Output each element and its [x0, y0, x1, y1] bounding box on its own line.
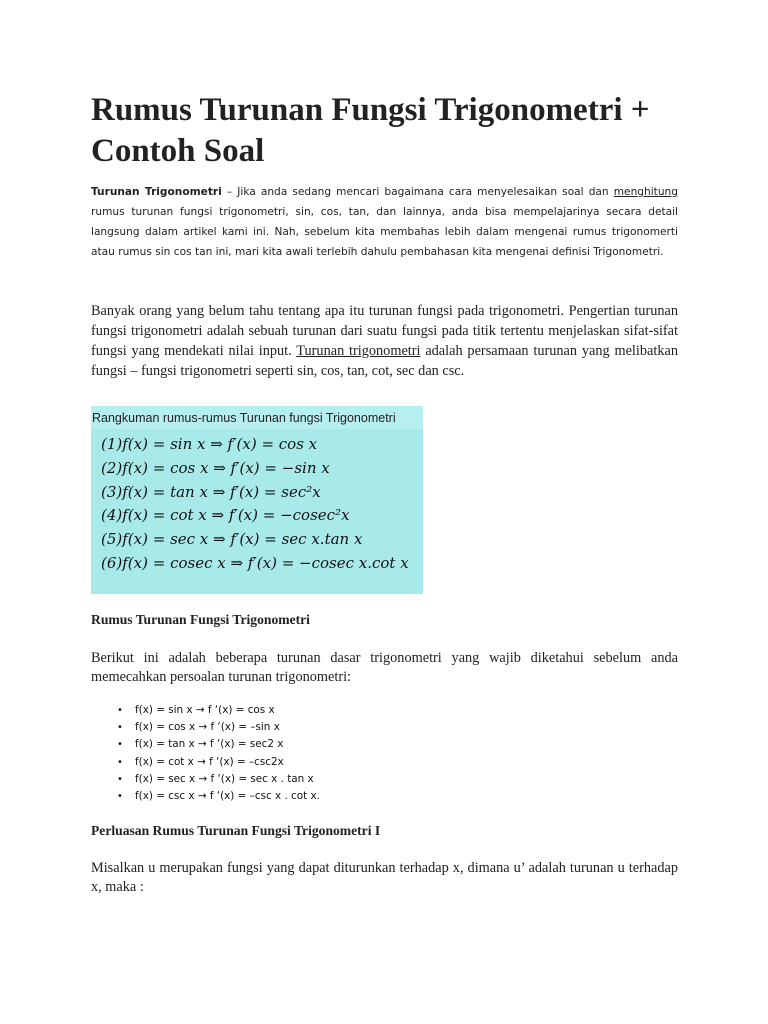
bullet-icon: •: [117, 705, 123, 716]
basic-derivative-list: [91, 702, 591, 805]
list-item: [91, 719, 591, 736]
list-item: [91, 788, 591, 805]
list-item-text: f(x) = csc x → f ‘(x) = –csc x . cot x.: [135, 790, 320, 803]
formula-summary-caption: Rangkuman rumus-rumus Turunan fungsi Trigonometri: [91, 406, 423, 429]
intro-text-1: – Jika anda sedang mencari bagaimana cara menyelesaikan soal dan: [221, 186, 614, 198]
list-item: [91, 736, 591, 753]
definition-paragraph: [91, 301, 678, 381]
formula-row: (3)f(x) = tan x ⇒ f′(x) = sec²x: [101, 482, 321, 501]
formula-row: (1)f(x) = sin x ⇒ f′(x) = cos x: [101, 435, 318, 453]
article-title: Rumus Turunan Fungsi Trigonometri + Contoh Soal: [91, 92, 650, 169]
list-item-text: f(x) = sec x → f ‘(x) = sec x . tan x: [135, 772, 314, 785]
bullet-icon: •: [117, 773, 123, 785]
intro-text-2: rumus turunan fungsi trigonometri, sin, cos, tan, dan lainnya, anda bisa mempelajarinya secara detail langsung dalam artikel kami ini. Nah, sebelum kita membahas lebih dalam mengenai rumus trigonomerti atau rumus sin cos tan ini, mari kita awali terlebih dahulu pembahasan kita mengenai definisi Trigonometri.: [91, 206, 678, 258]
definition-text-1: Banyak orang yang belum tahu tentang apa itu turunan fungsi pada trigonometri. Pengertian turunan fungsi trigonometri adalah sebuah turunan dari suatu fungsi pada titik tertentu menjelaskan sifat-sifat fungsi yang mendekati nilai input.: [91, 303, 678, 359]
formula-row: (2)f(x) = cos x ⇒ f′(x) = −sin x: [101, 458, 330, 477]
list-item: [91, 754, 591, 771]
formula-summary-list: [91, 429, 423, 576]
bullet-icon: •: [117, 739, 123, 751]
list-item-text: f(x) = sin x → f ‘(x) = cos x: [135, 704, 275, 716]
definition-link-turunan-trigonometri[interactable]: Turunan trigonometri: [296, 343, 421, 359]
formula-row: (5)f(x) = sec x ⇒ f′(x) = sec x.tan x: [101, 530, 363, 549]
list-item-text: f(x) = cos x → f ‘(x) = –sin x: [135, 721, 280, 734]
bullet-icon: •: [117, 722, 123, 734]
bullet-icon: •: [117, 791, 123, 803]
list-item-text: f(x) = cot x → f ‘(x) = –csc2x: [135, 755, 284, 768]
list-item: [91, 702, 591, 719]
formula-summary-box: [91, 406, 423, 594]
formula-row: (6)f(x) = cosec x ⇒ f′(x) = −cosec x.cot x: [101, 553, 409, 572]
formula-row: (4)f(x) = cot x ⇒ f′(x) = −cosec²x: [101, 506, 350, 525]
intro-paragraph: [91, 182, 678, 262]
section-rumus-text: Berikut ini adalah beberapa turunan dasar trigonometri yang wajib diketahui sebelum anda memecahkan persoalan turunan trigonometri:: [91, 650, 678, 685]
section-heading-perluasan: Perluasan Rumus Turunan Fungsi Trigonometri I: [91, 823, 381, 838]
section-perluasan-text: Misalkan u merupakan fungsi yang dapat diturunkan terhadap x, dimana u’ adalah turunan u terhadap x, maka :: [91, 860, 678, 895]
bullet-icon: •: [117, 756, 123, 768]
section-heading-rumus: Rumus Turunan Fungsi Trigonometri: [91, 612, 310, 627]
intro-lead: Turunan Trigonometri: [91, 186, 222, 198]
intro-link-menghitung[interactable]: menghitung: [613, 186, 678, 198]
list-item-text: f(x) = tan x → f ‘(x) = sec2 x: [135, 738, 284, 751]
definition-text-2: adalah persamaan turunan yang melibatkan fungsi – fungsi trigonometri seperti sin, cos, tan, cot, sec dan csc.: [91, 343, 678, 379]
list-item: [91, 771, 591, 788]
